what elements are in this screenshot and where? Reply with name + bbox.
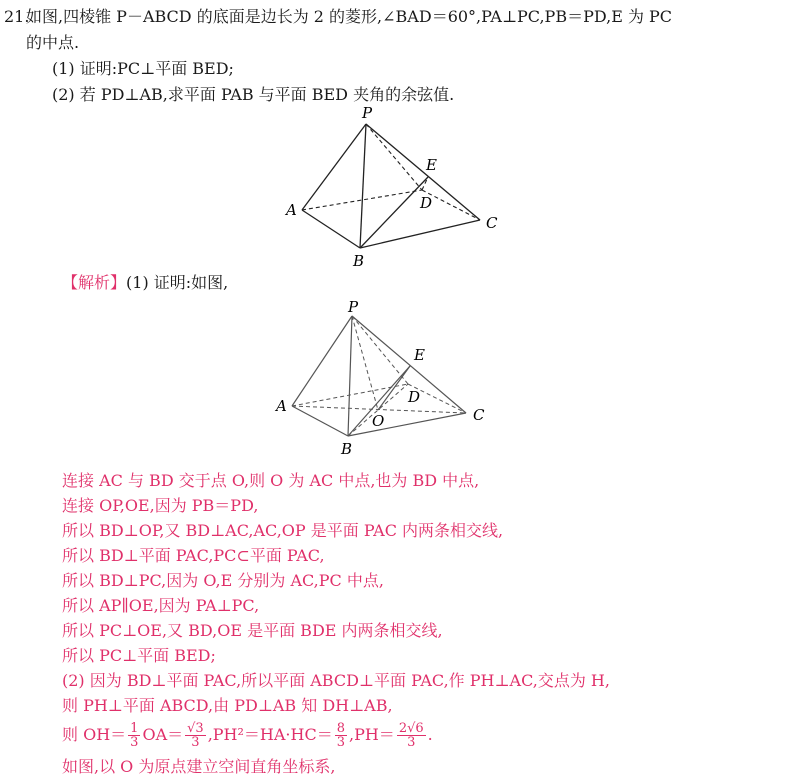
pyramid-figure-1: [280, 102, 510, 272]
edge-pd: [352, 316, 408, 384]
edge-po: [352, 316, 378, 410]
solution-line-9: (2) 因为 BD⊥平面 PAC,所以平面 ABCD⊥平面 PAC,作 PH⊥AC,交点为 H,: [62, 671, 610, 690]
question-text-line1: 如图,四棱锥 P－ABCD 的底面是边长为 2 的菱形,∠BAD＝60°,PA⊥PC,PB＝PD,E 为 PC: [26, 7, 673, 26]
edge-pb: [360, 124, 366, 248]
solution-line-1: 连接 AC 与 BD 交于点 O,则 O 为 AC 中点,也为 BD 中点,: [62, 471, 480, 490]
solution-header-text: (1) 证明:如图,: [126, 273, 229, 292]
edge-ab: [292, 406, 348, 436]
label-p: P: [362, 104, 373, 122]
solution-line-2: 连接 OP,OE,因为 PB＝PD,: [62, 496, 259, 515]
solution-line-10: 则 PH⊥平面 ABCD,由 PD⊥AB 知 DH⊥AB,: [62, 696, 393, 715]
edge-pa: [302, 124, 366, 210]
solution-line-6: 所以 AP∥OE,因为 PA⊥PC,: [62, 596, 260, 615]
question-text-line2: 的中点.: [26, 33, 80, 52]
pyramid-figure-2: [270, 298, 500, 463]
label-o: O: [372, 412, 385, 430]
solution-tag: 【解析】: [62, 273, 127, 292]
solution-line-8: 所以 PC⊥平面 BED;: [62, 646, 216, 665]
formula-part-3: ,PH²＝HA·HC＝: [207, 725, 333, 744]
label-e: E: [414, 346, 425, 364]
solution-formula-line: [62, 720, 433, 750]
solution-line-5: 所以 BD⊥PC,因为 O,E 分别为 AC,PC 中点,: [62, 571, 384, 590]
label-a: A: [276, 397, 287, 415]
solution-header: [62, 272, 228, 294]
label-d: D: [420, 194, 433, 212]
edge-pa: [292, 316, 352, 406]
label-c: C: [473, 406, 485, 424]
label-e: E: [426, 156, 437, 174]
formula-part-1: 则 OH＝: [62, 725, 127, 744]
edge-ab: [302, 210, 360, 248]
label-d: D: [408, 388, 421, 406]
label-b: B: [353, 252, 365, 270]
label-a: A: [286, 201, 297, 219]
fraction-2sqrt6-third: $\frac{2√6}{3}$: [398, 721, 424, 750]
formula-part-5: .: [427, 725, 433, 744]
label-p: P: [348, 298, 359, 316]
edge-bc: [360, 220, 480, 248]
edge-de: [422, 177, 428, 190]
question-part1: (1) 证明:PC⊥平面 BED;: [52, 59, 234, 78]
edge-pd: [366, 124, 422, 190]
solution-line-3: 所以 BD⊥OP,又 BD⊥AC,AC,OP 是平面 PAC 内两条相交线,: [62, 521, 504, 540]
fraction-eight-thirds: $\frac{8}{3}$: [336, 721, 345, 750]
solution-line-4: 所以 BD⊥平面 PAC,PC⊂平面 PAC,: [62, 546, 325, 565]
fraction-sqrt3-third: $\frac{√3}{3}$: [187, 721, 204, 750]
edge-be: [360, 177, 428, 248]
question-number: 21.: [4, 7, 30, 26]
edge-pb: [348, 316, 352, 436]
question-part2: (2) 若 PD⊥AB,求平面 PAB 与平面 BED 夹角的余弦值.: [52, 85, 455, 104]
formula-part-2: OA＝: [142, 725, 184, 744]
edge-oe: [378, 366, 410, 410]
solution-last-line: 如图,以 O 为原点建立空间直角坐标系,: [62, 757, 336, 776]
fraction-one-third: $\frac{1}{3}$: [130, 721, 139, 750]
label-b: B: [341, 440, 353, 458]
label-c: C: [486, 214, 498, 232]
formula-part-4: ,PH＝: [349, 725, 395, 744]
solution-line-7: 所以 PC⊥OE,又 BD,OE 是平面 BDE 内两条相交线,: [62, 621, 443, 640]
